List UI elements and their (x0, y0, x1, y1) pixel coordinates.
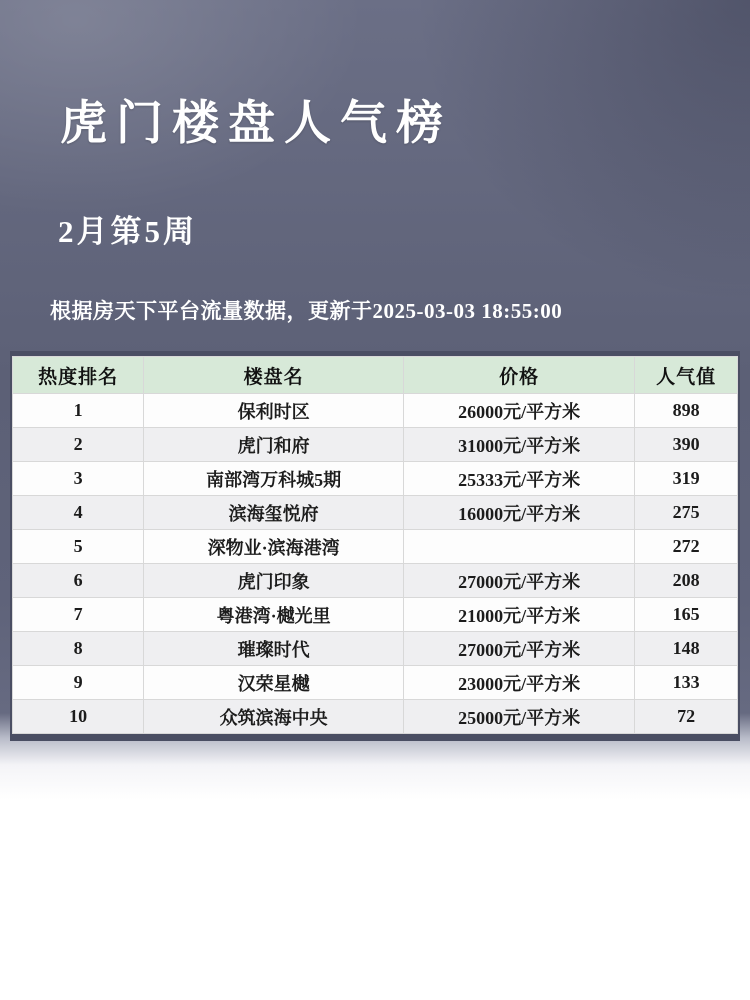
table-row (13, 564, 738, 598)
popularity-cell: 148 (635, 632, 738, 666)
table-row (13, 666, 738, 700)
popularity-cell: 72 (635, 700, 738, 734)
name-cell: 虎门和府 (144, 428, 404, 462)
popularity-cell: 272 (635, 530, 738, 564)
table-row (13, 496, 738, 530)
rank-cell: 4 (13, 496, 144, 530)
name-cell: 深物业·滨海港湾 (144, 530, 404, 564)
rank-cell: 6 (13, 564, 144, 598)
popularity-cell: 275 (635, 496, 738, 530)
name-cell: 众筑滨海中央 (144, 700, 404, 734)
price-cell: 26000元/平方米 (404, 394, 635, 428)
page-subtitle: 2月第5周 (58, 214, 197, 250)
price-cell: 16000元/平方米 (404, 496, 635, 530)
popularity-cell: 165 (635, 598, 738, 632)
rank-cell: 9 (13, 666, 144, 700)
update-note: 根据房天下平台流量数据，更新于2025-03-03 18:55:00 (50, 299, 563, 324)
name-cell: 汉荣星樾 (144, 666, 404, 700)
name-cell: 滨海玺悦府 (144, 496, 404, 530)
rank-cell: 7 (13, 598, 144, 632)
popularity-cell: 898 (635, 394, 738, 428)
price-cell: 25000元/平方米 (404, 700, 635, 734)
page-title: 虎门楼盘人气榜 (60, 98, 452, 150)
ranking-table (10, 351, 740, 741)
price-cell (404, 530, 635, 564)
name-cell: 南部湾万科城5期 (144, 462, 404, 496)
price-cell: 31000元/平方米 (404, 428, 635, 462)
popularity-cell: 390 (635, 428, 738, 462)
rank-cell: 3 (13, 462, 144, 496)
table-row (13, 530, 738, 564)
rank-cell: 10 (13, 700, 144, 734)
table-row (13, 462, 738, 496)
price-cell: 27000元/平方米 (404, 564, 635, 598)
table-row (13, 632, 738, 666)
column-header-name: 楼盘名 (144, 357, 404, 394)
name-cell: 虎门印象 (144, 564, 404, 598)
price-cell: 27000元/平方米 (404, 632, 635, 666)
rank-cell: 1 (13, 394, 144, 428)
table-row (13, 394, 738, 428)
table-header-row (13, 357, 738, 394)
name-cell: 璀璨时代 (144, 632, 404, 666)
popularity-cell: 208 (635, 564, 738, 598)
table-row (13, 428, 738, 462)
table-row (13, 598, 738, 632)
column-header-popularity: 人气值 (635, 357, 738, 394)
column-header-price: 价格 (404, 357, 635, 394)
price-cell: 23000元/平方米 (404, 666, 635, 700)
popularity-cell: 133 (635, 666, 738, 700)
name-cell: 粤港湾·樾光里 (144, 598, 404, 632)
price-cell: 25333元/平方米 (404, 462, 635, 496)
rank-cell: 5 (13, 530, 144, 564)
table-row (13, 700, 738, 734)
column-header-rank: 热度排名 (13, 357, 144, 394)
rank-cell: 8 (13, 632, 144, 666)
rank-cell: 2 (13, 428, 144, 462)
price-cell: 21000元/平方米 (404, 598, 635, 632)
name-cell: 保利时区 (144, 394, 404, 428)
popularity-cell: 319 (635, 462, 738, 496)
